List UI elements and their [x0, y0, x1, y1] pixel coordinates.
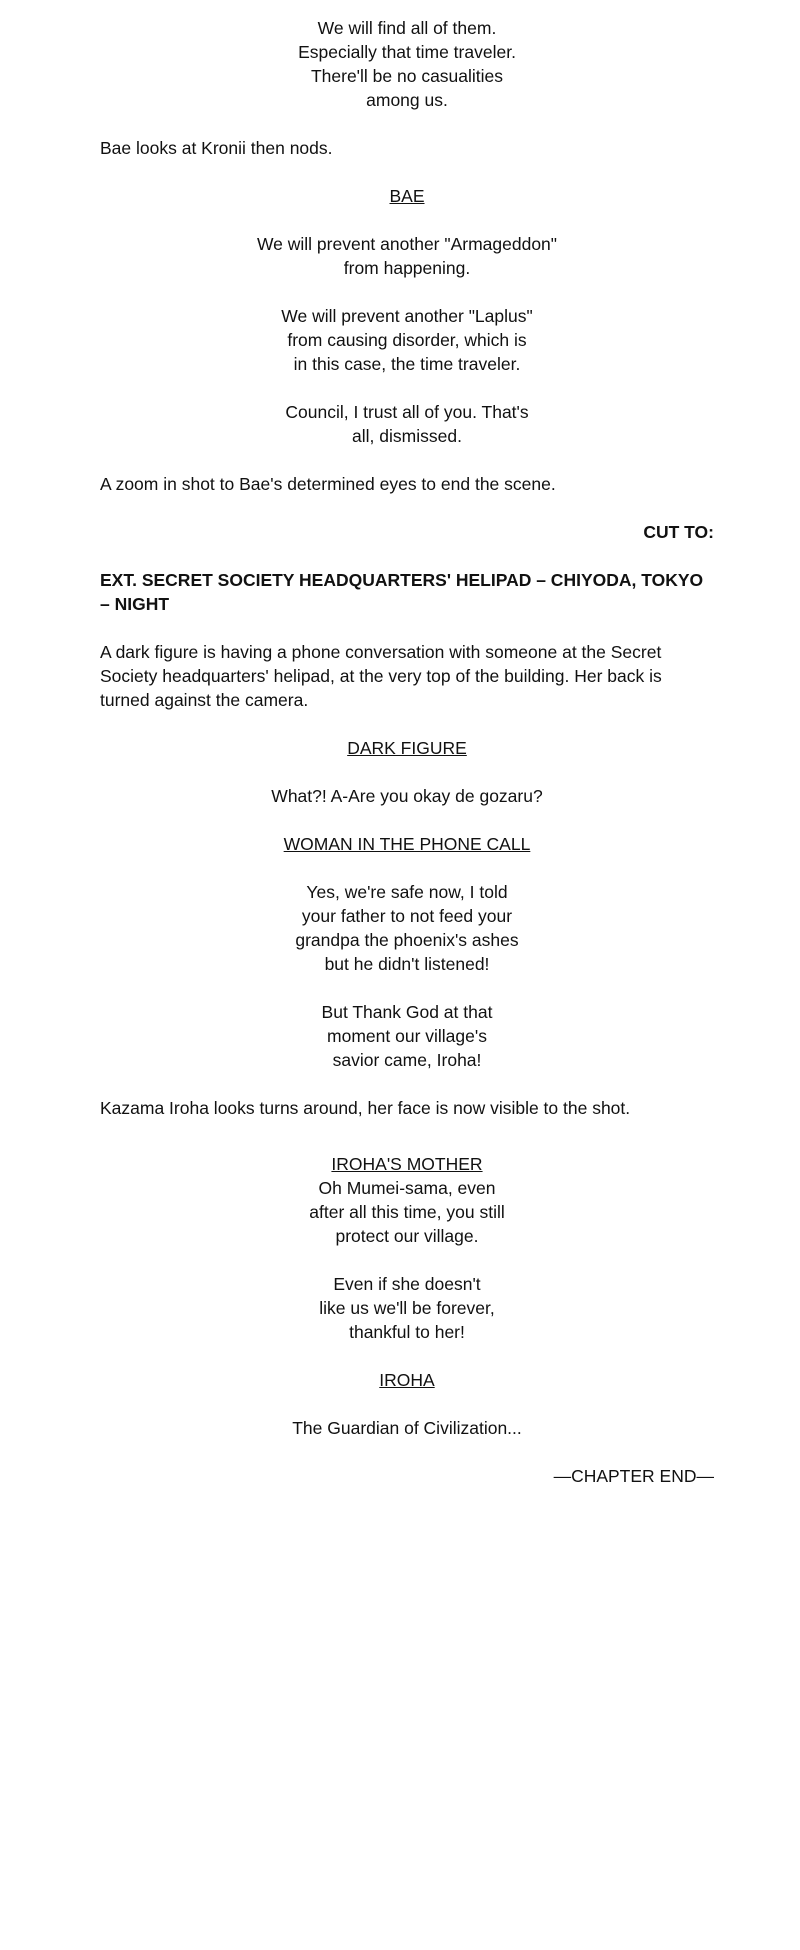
- action-line: A zoom in shot to Bae's determined eyes to end the scene.: [100, 474, 556, 494]
- action-line: Kazama Iroha looks turns around, her face is now visible to the shot.: [100, 1098, 631, 1118]
- dialogue-line: We will find all of them.: [317, 18, 497, 38]
- dialogue-line: grandpa the phoenix's ashes: [295, 930, 519, 950]
- dialogue-line: Even if she doesn't: [333, 1274, 481, 1294]
- scene-heading: EXT. SECRET SOCIETY HEADQUARTERS' HELIPAD – CHIYODA, TOKYO – NIGHT: [100, 570, 704, 614]
- dialogue-line: thankful to her!: [349, 1322, 465, 1342]
- dialogue-line: your father to not feed your: [301, 906, 513, 926]
- dialogue-block: [100, 784, 714, 808]
- dialogue-line: The Guardian of Civilization...: [292, 1418, 522, 1438]
- dialogue-line: Yes, we're safe now, I told: [306, 882, 508, 902]
- dialogue-line: among us.: [366, 90, 448, 110]
- action-line: Bae looks at Kronii then nods.: [100, 138, 333, 158]
- character-name: IROHA: [379, 1370, 435, 1390]
- dialogue-line: Council, I trust all of you. That's: [285, 402, 529, 422]
- dialogue-line: We will prevent another "Laplus": [281, 306, 533, 326]
- dialogue-line: moment our village's: [327, 1026, 487, 1046]
- dialogue-block: [100, 880, 714, 976]
- dialogue-line: But Thank God at that: [321, 1002, 493, 1022]
- character-name: IROHA'S MOTHER: [331, 1154, 483, 1174]
- dialogue-block: [100, 1416, 714, 1440]
- character-name: BAE: [389, 186, 425, 206]
- dialogue-line: from happening.: [343, 258, 471, 278]
- dialogue-line: but he didn't listened!: [324, 954, 490, 974]
- dialogue-line: all, dismissed.: [352, 426, 462, 446]
- dialogue-line: in this case, the time traveler.: [293, 354, 521, 374]
- transition: CUT TO:: [643, 522, 714, 542]
- chapter-end-marker: —CHAPTER END—: [553, 1466, 714, 1486]
- dialogue-line: savior came, Iroha!: [332, 1050, 482, 1070]
- action-paragraph: A dark figure is having a phone conversation with someone at the Secret Society headquarters' helipad, at the very top of the building. Her back is turned against the camera.: [100, 642, 662, 710]
- screenplay-content: [100, 16, 714, 1488]
- dialogue-block: [100, 1000, 714, 1072]
- dialogue-line: from causing disorder, which is: [287, 330, 527, 350]
- dialogue-line: We will prevent another "Armageddon": [256, 234, 558, 254]
- dialogue-block: [100, 1272, 714, 1344]
- dialogue-line: Oh Mumei-sama, even: [318, 1178, 496, 1198]
- dialogue-block: [100, 1176, 714, 1248]
- dialogue-line: protect our village.: [335, 1226, 479, 1246]
- dialogue-block: [100, 232, 714, 280]
- character-name: WOMAN IN THE PHONE CALL: [283, 834, 531, 854]
- dialogue-line: like us we'll be forever,: [319, 1298, 495, 1318]
- dialogue-line: What?! A-Are you okay de gozaru?: [271, 786, 543, 806]
- dialogue-line: Especially that time traveler.: [298, 42, 516, 62]
- dialogue-line: after all this time, you still: [309, 1202, 505, 1222]
- dialogue-line: There'll be no casualities: [310, 66, 504, 86]
- character-name: DARK FIGURE: [347, 738, 467, 758]
- dialogue-block: [100, 400, 714, 448]
- dialogue-block: [100, 304, 714, 376]
- dialogue-block: [100, 16, 714, 112]
